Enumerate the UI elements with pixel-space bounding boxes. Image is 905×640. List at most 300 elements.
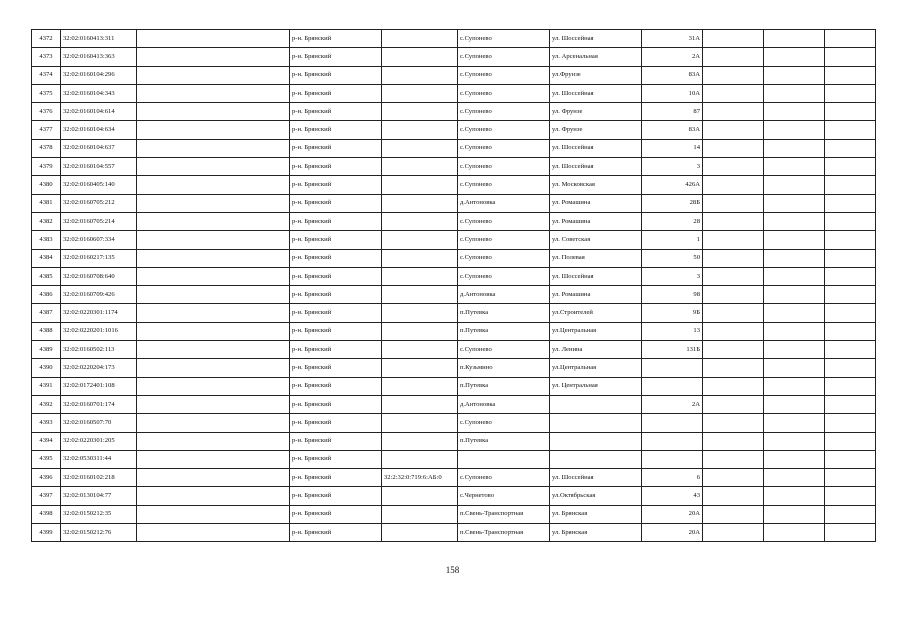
page-number: 158 (445, 565, 460, 575)
table-row (32, 249, 876, 267)
column-11-cell (825, 304, 876, 322)
column-3-cell (137, 121, 290, 139)
street-cell: ул. Ромашина (550, 212, 642, 230)
district-cell: р-н. Брянский (290, 231, 382, 249)
column-10-cell (764, 139, 825, 157)
street-cell (550, 432, 642, 450)
column-5-cell (382, 505, 458, 523)
column-9-cell (703, 249, 764, 267)
column-5-cell (382, 212, 458, 230)
column-10-cell (764, 469, 825, 487)
street-cell: ул. Центральная (550, 377, 642, 395)
column-11-cell (825, 249, 876, 267)
locality-cell: д.Антоновка (458, 395, 550, 413)
column-3-cell (137, 194, 290, 212)
column-11-cell (825, 30, 876, 48)
district-cell: р-н. Брянский (290, 84, 382, 102)
house-number-cell (642, 414, 703, 432)
column-9-cell (703, 377, 764, 395)
column-10-cell (764, 66, 825, 84)
table-body (32, 30, 876, 542)
column-10-cell (764, 341, 825, 359)
house-number-cell: 87 (642, 103, 703, 121)
house-number-cell: 28 (642, 212, 703, 230)
row-number-cell: 4379 (32, 158, 61, 176)
cadastral-number-cell: 32:02:0220201:1016 (61, 322, 137, 340)
column-10-cell (764, 176, 825, 194)
column-5-cell (382, 341, 458, 359)
house-number-cell: 3 (642, 158, 703, 176)
table-row (32, 30, 876, 48)
street-cell: ул. Шоссейная (550, 139, 642, 157)
column-3-cell (137, 231, 290, 249)
street-cell: ул. Шоссейная (550, 158, 642, 176)
column-3-cell (137, 395, 290, 413)
district-cell: р-н. Брянский (290, 66, 382, 84)
cadastral-number-cell: 32:02:0172401:108 (61, 377, 137, 395)
column-3-cell (137, 469, 290, 487)
column-11-cell (825, 103, 876, 121)
locality-cell: с.Супонево (458, 139, 550, 157)
cadastral-number-cell: 32:02:0150212:76 (61, 524, 137, 542)
column-11-cell (825, 450, 876, 468)
column-3-cell (137, 524, 290, 542)
column-9-cell (703, 267, 764, 285)
column-11-cell (825, 231, 876, 249)
street-cell (550, 450, 642, 468)
locality-cell: с.Супонево (458, 267, 550, 285)
row-number-cell: 4392 (32, 395, 61, 413)
street-cell: ул. Шоссейная (550, 267, 642, 285)
column-10-cell (764, 30, 825, 48)
column-9-cell (703, 524, 764, 542)
row-number-cell: 4387 (32, 304, 61, 322)
column-9-cell (703, 450, 764, 468)
row-number-cell: 4380 (32, 176, 61, 194)
cadastral-number-cell: 32:02:0160104:343 (61, 84, 137, 102)
column-5-cell (382, 304, 458, 322)
column-9-cell (703, 286, 764, 304)
column-5-cell (382, 267, 458, 285)
house-number-cell: 2А (642, 48, 703, 66)
cadastral-number-cell: 32:02:0220301:1174 (61, 304, 137, 322)
column-9-cell (703, 66, 764, 84)
column-10-cell (764, 48, 825, 66)
table-row (32, 487, 876, 505)
column-10-cell (764, 414, 825, 432)
locality-cell: с.Супонево (458, 66, 550, 84)
row-number-cell: 4375 (32, 84, 61, 102)
cadastral-number-cell: 32:02:0150212:35 (61, 505, 137, 523)
table-row (32, 286, 876, 304)
column-9-cell (703, 231, 764, 249)
locality-cell: п.Свень-Транспортная (458, 524, 550, 542)
district-cell: р-н. Брянский (290, 121, 382, 139)
column-9-cell (703, 194, 764, 212)
table-row (32, 359, 876, 377)
column-11-cell (825, 176, 876, 194)
cadastral-number-cell: 32:02:0160104:637 (61, 139, 137, 157)
column-5-cell (382, 432, 458, 450)
column-5-cell (382, 450, 458, 468)
column-11-cell (825, 505, 876, 523)
row-number-cell: 4377 (32, 121, 61, 139)
column-5-cell (382, 231, 458, 249)
cadastral-number-cell: 32:02:0530311:44 (61, 450, 137, 468)
house-number-cell: 13 (642, 322, 703, 340)
district-cell: р-н. Брянский (290, 103, 382, 121)
district-cell: р-н. Брянский (290, 158, 382, 176)
row-number-cell: 4397 (32, 487, 61, 505)
street-cell: ул.Центральная (550, 359, 642, 377)
column-9-cell (703, 432, 764, 450)
column-11-cell (825, 139, 876, 157)
column-11-cell (825, 341, 876, 359)
row-number-cell: 4376 (32, 103, 61, 121)
table-row (32, 84, 876, 102)
column-9-cell (703, 395, 764, 413)
locality-cell: с.Супонево (458, 249, 550, 267)
table-row (32, 524, 876, 542)
column-3-cell (137, 450, 290, 468)
column-5-cell (382, 158, 458, 176)
district-cell: р-н. Брянский (290, 450, 382, 468)
table-row (32, 176, 876, 194)
house-number-cell: 131Б (642, 341, 703, 359)
cadastral-number-cell: 32:02:0160104:557 (61, 158, 137, 176)
house-number-cell: 9Б (642, 304, 703, 322)
column-11-cell (825, 48, 876, 66)
district-cell: р-н. Брянский (290, 139, 382, 157)
row-number-cell: 4381 (32, 194, 61, 212)
cadastral-number-cell: 32:02:0160104:296 (61, 66, 137, 84)
column-10-cell (764, 395, 825, 413)
column-5-cell (382, 322, 458, 340)
row-number-cell: 4378 (32, 139, 61, 157)
street-cell: ул. Шоссейная (550, 84, 642, 102)
column-5-cell (382, 395, 458, 413)
column-3-cell (137, 341, 290, 359)
table-row (32, 341, 876, 359)
street-cell (550, 395, 642, 413)
street-cell: ул. Фрунзе (550, 103, 642, 121)
cadastral-number-cell: 32:02:0220204:173 (61, 359, 137, 377)
column-11-cell (825, 414, 876, 432)
district-cell: р-н. Брянский (290, 377, 382, 395)
cadastral-number-cell: 32:02:0160705:214 (61, 212, 137, 230)
district-cell: р-н. Брянский (290, 176, 382, 194)
column-3-cell (137, 249, 290, 267)
locality-cell: с.Чернетово (458, 487, 550, 505)
column-9-cell (703, 139, 764, 157)
table-row (32, 231, 876, 249)
row-number-cell: 4383 (32, 231, 61, 249)
column-9-cell (703, 341, 764, 359)
house-number-cell: 10А (642, 84, 703, 102)
table-row (32, 267, 876, 285)
house-number-cell: 50 (642, 249, 703, 267)
column-3-cell (137, 212, 290, 230)
cadastral-number-cell: 32:02:0160413:363 (61, 48, 137, 66)
locality-cell: п.Путевка (458, 304, 550, 322)
district-cell: р-н. Брянский (290, 487, 382, 505)
column-9-cell (703, 505, 764, 523)
column-3-cell (137, 322, 290, 340)
locality-cell: с.Супонево (458, 103, 550, 121)
district-cell: р-н. Брянский (290, 395, 382, 413)
column-5-cell: 32:2:32:0:719:6:АБ:0 (382, 469, 458, 487)
row-number-cell: 4382 (32, 212, 61, 230)
street-cell: ул.Строителей (550, 304, 642, 322)
table-row (32, 212, 876, 230)
table-row (32, 432, 876, 450)
house-number-cell: 6 (642, 469, 703, 487)
district-cell: р-н. Брянский (290, 359, 382, 377)
locality-cell: с.Супонево (458, 30, 550, 48)
district-cell: р-н. Брянский (290, 469, 382, 487)
column-10-cell (764, 231, 825, 249)
locality-cell: п.Свень-Транспортная (458, 505, 550, 523)
table-row (32, 139, 876, 157)
row-number-cell: 4386 (32, 286, 61, 304)
row-number-cell: 4398 (32, 505, 61, 523)
street-cell: ул.Фрунзе (550, 66, 642, 84)
column-10-cell (764, 121, 825, 139)
cadastral-number-cell: 32:02:0160709:426 (61, 286, 137, 304)
street-cell: ул. Арсенальная (550, 48, 642, 66)
column-11-cell (825, 212, 876, 230)
house-number-cell (642, 377, 703, 395)
cadastral-number-cell: 32:02:0160502:113 (61, 341, 137, 359)
column-5-cell (382, 286, 458, 304)
locality-cell: д.Антоновка (458, 286, 550, 304)
row-number-cell: 4373 (32, 48, 61, 66)
column-9-cell (703, 48, 764, 66)
locality-cell: с.Супонево (458, 84, 550, 102)
column-10-cell (764, 524, 825, 542)
column-5-cell (382, 139, 458, 157)
house-number-cell (642, 359, 703, 377)
district-cell: р-н. Брянский (290, 267, 382, 285)
column-9-cell (703, 304, 764, 322)
table-row (32, 158, 876, 176)
locality-cell: п.Кузьмино (458, 359, 550, 377)
column-5-cell (382, 487, 458, 505)
column-3-cell (137, 84, 290, 102)
column-5-cell (382, 121, 458, 139)
row-number-cell: 4372 (32, 30, 61, 48)
table-row (32, 450, 876, 468)
column-10-cell (764, 286, 825, 304)
row-number-cell: 4374 (32, 66, 61, 84)
column-5-cell (382, 30, 458, 48)
column-11-cell (825, 286, 876, 304)
table-row (32, 304, 876, 322)
column-9-cell (703, 469, 764, 487)
table-row (32, 121, 876, 139)
locality-cell: с.Супонево (458, 176, 550, 194)
house-number-cell: 28Б (642, 194, 703, 212)
house-number-cell: 83А (642, 121, 703, 139)
table-row (32, 322, 876, 340)
column-9-cell (703, 359, 764, 377)
locality-cell: с.Супонево (458, 121, 550, 139)
row-number-cell: 4391 (32, 377, 61, 395)
column-10-cell (764, 267, 825, 285)
column-5-cell (382, 84, 458, 102)
street-cell: ул. Советская (550, 231, 642, 249)
column-11-cell (825, 158, 876, 176)
house-number-cell (642, 432, 703, 450)
column-3-cell (137, 267, 290, 285)
street-cell: ул. Московская (550, 176, 642, 194)
house-number-cell: 98 (642, 286, 703, 304)
column-9-cell (703, 176, 764, 194)
table-row (32, 505, 876, 523)
row-number-cell: 4388 (32, 322, 61, 340)
column-10-cell (764, 84, 825, 102)
column-3-cell (137, 30, 290, 48)
column-11-cell (825, 377, 876, 395)
column-3-cell (137, 304, 290, 322)
street-cell: ул. Брянская (550, 524, 642, 542)
cadastral-number-cell: 32:02:0160102:218 (61, 469, 137, 487)
column-5-cell (382, 414, 458, 432)
house-number-cell: 31А (642, 30, 703, 48)
street-cell: ул. Брянская (550, 505, 642, 523)
column-3-cell (137, 359, 290, 377)
column-3-cell (137, 48, 290, 66)
house-number-cell: 2А (642, 395, 703, 413)
column-11-cell (825, 395, 876, 413)
cadastral-number-cell: 32:02:0160507:70 (61, 414, 137, 432)
street-cell: ул. Ленина (550, 341, 642, 359)
locality-cell: п.Путевка (458, 377, 550, 395)
locality-cell: с.Супонево (458, 341, 550, 359)
column-3-cell (137, 414, 290, 432)
column-5-cell (382, 359, 458, 377)
column-10-cell (764, 359, 825, 377)
district-cell: р-н. Брянский (290, 48, 382, 66)
column-10-cell (764, 212, 825, 230)
row-number-cell: 4389 (32, 341, 61, 359)
locality-cell: п.Путевка (458, 322, 550, 340)
column-11-cell (825, 121, 876, 139)
house-number-cell: 20А (642, 524, 703, 542)
column-5-cell (382, 48, 458, 66)
column-11-cell (825, 487, 876, 505)
street-cell: ул.Центральная (550, 322, 642, 340)
district-cell: р-н. Брянский (290, 30, 382, 48)
column-3-cell (137, 432, 290, 450)
house-number-cell: 43 (642, 487, 703, 505)
table-row (32, 194, 876, 212)
column-10-cell (764, 322, 825, 340)
locality-cell: с.Супонево (458, 158, 550, 176)
row-number-cell: 4384 (32, 249, 61, 267)
column-3-cell (137, 139, 290, 157)
district-cell: р-н. Брянский (290, 432, 382, 450)
street-cell: ул. Фрунзе (550, 121, 642, 139)
column-3-cell (137, 103, 290, 121)
cadastral-number-cell: 32:02:0160701:174 (61, 395, 137, 413)
column-10-cell (764, 377, 825, 395)
column-11-cell (825, 469, 876, 487)
cadastral-number-cell: 32:02:0220301:205 (61, 432, 137, 450)
district-cell: р-н. Брянский (290, 212, 382, 230)
table-row (32, 395, 876, 413)
street-cell: ул. Полевая (550, 249, 642, 267)
street-cell: ул.Октябрьская (550, 487, 642, 505)
cadastral-number-cell: 32:02:0160104:634 (61, 121, 137, 139)
locality-cell: с.Супонево (458, 414, 550, 432)
cadastral-number-cell: 32:02:0160708:640 (61, 267, 137, 285)
district-cell: р-н. Брянский (290, 194, 382, 212)
row-number-cell: 4390 (32, 359, 61, 377)
column-9-cell (703, 84, 764, 102)
table-row (32, 66, 876, 84)
cadastral-number-cell: 32:02:0160413:311 (61, 30, 137, 48)
registry-table (31, 29, 876, 542)
cadastral-number-cell: 32:02:0160607:334 (61, 231, 137, 249)
street-cell: ул. Шоссейная (550, 469, 642, 487)
column-9-cell (703, 212, 764, 230)
cadastral-number-cell: 32:02:0160405:140 (61, 176, 137, 194)
house-number-cell: 14 (642, 139, 703, 157)
column-11-cell (825, 66, 876, 84)
table-row (32, 377, 876, 395)
table-row (32, 48, 876, 66)
column-3-cell (137, 377, 290, 395)
column-5-cell (382, 524, 458, 542)
column-9-cell (703, 414, 764, 432)
column-5-cell (382, 176, 458, 194)
column-9-cell (703, 487, 764, 505)
column-5-cell (382, 194, 458, 212)
column-11-cell (825, 432, 876, 450)
column-5-cell (382, 249, 458, 267)
column-10-cell (764, 450, 825, 468)
street-cell (550, 414, 642, 432)
column-5-cell (382, 66, 458, 84)
cadastral-number-cell: 32:02:0160705:212 (61, 194, 137, 212)
district-cell: р-н. Брянский (290, 341, 382, 359)
street-cell: ул. Шоссейная (550, 30, 642, 48)
district-cell: р-н. Брянский (290, 505, 382, 523)
column-10-cell (764, 432, 825, 450)
column-11-cell (825, 267, 876, 285)
house-number-cell (642, 450, 703, 468)
house-number-cell: 83А (642, 66, 703, 84)
district-cell: р-н. Брянский (290, 249, 382, 267)
column-3-cell (137, 505, 290, 523)
house-number-cell: 20А (642, 505, 703, 523)
cadastral-number-cell: 32:02:0130104:77 (61, 487, 137, 505)
district-cell: р-н. Брянский (290, 414, 382, 432)
locality-cell (458, 450, 550, 468)
locality-cell: п.Путевка (458, 432, 550, 450)
house-number-cell: 3 (642, 267, 703, 285)
column-11-cell (825, 322, 876, 340)
column-10-cell (764, 194, 825, 212)
table-row (32, 469, 876, 487)
row-number-cell: 4399 (32, 524, 61, 542)
column-3-cell (137, 286, 290, 304)
locality-cell: с.Супонево (458, 48, 550, 66)
locality-cell: с.Супонево (458, 212, 550, 230)
column-9-cell (703, 121, 764, 139)
column-10-cell (764, 103, 825, 121)
